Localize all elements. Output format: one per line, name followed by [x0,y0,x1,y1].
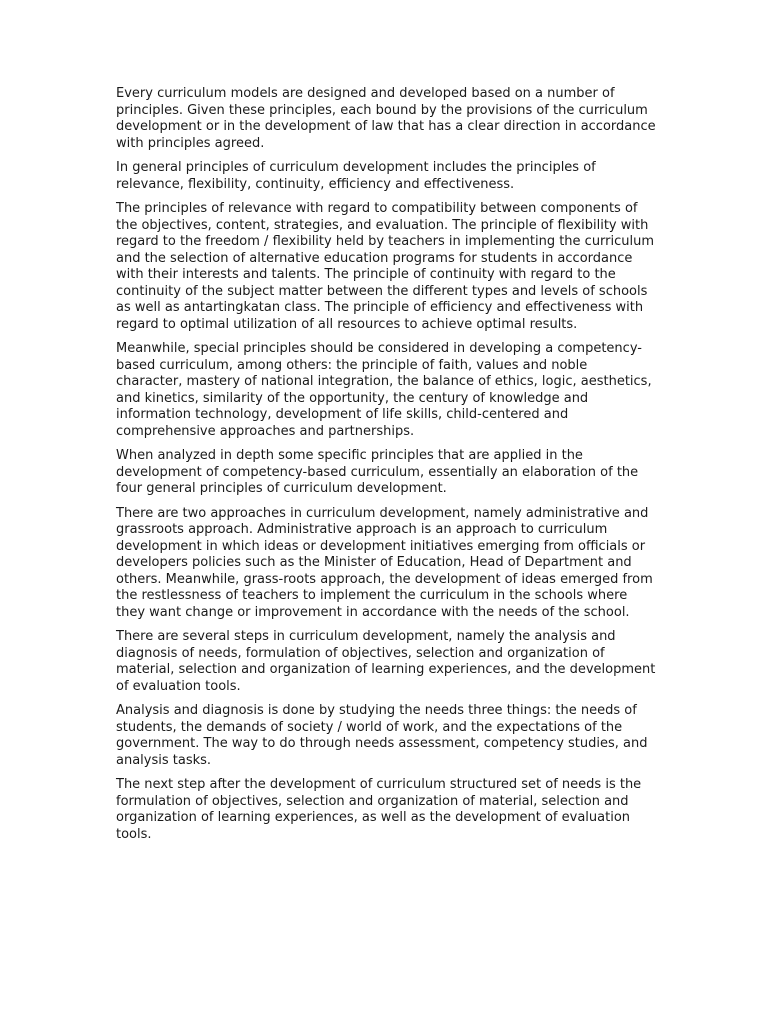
document-page [116,86,656,851]
paragraph-1: Every curriculum models are designed and developed based on a number of principles. Given these principles, each bound by the provisions of the curriculum development or in the development of law that has a clear direction in accordance with principles agreed. [116,86,656,151]
paragraph-4: Meanwhile, special principles should be considered in developing a competency-based curriculum, among others: the principle of faith, values and noble character, mastery of national integration, the balance of ethics, logic, aesthetics, and kinetics, similarity of the opportunity, the century of knowledge and information technology, development of life skills, child-centered and comprehensive approaches and partnerships. [116,341,652,439]
paragraph-2: In general principles of curriculum development includes the principles of relevance, flexibility, continuity, efficiency and effectiveness. [116,160,596,192]
paragraph-7: There are several steps in curriculum development, namely the analysis and diagnosis of needs, formulation of objectives, selection and organization of material, selection and organization of learning experiences, and the development of evaluation tools. [116,629,656,694]
paragraph-3: The principles of relevance with regard to compatibility between components of the objectives, content, strategies, and evaluation. The principle of flexibility with regard to the freedom / flexibility held by teachers in implementing the curriculum and the selection of alternative education programs for students in accordance with their interests and talents. The principle of continuity with regard to the continuity of the subject matter between the different types and levels of schools as well as antartingkatan class. The principle of efficiency and effectiveness with regard to optimal utilization of all resources to achieve optimal results. [116,201,655,332]
paragraph-8: Analysis and diagnosis is done by studying the needs three things: the needs of students, the demands of society / world of work, and the expectations of the government. The way to do through needs assessment, competency studies, and analysis tasks. [116,703,648,768]
paragraph-6: There are two approaches in curriculum development, namely administrative and grassroots approach. Administrative approach is an approach to curriculum development in which ideas or development initiatives emerging from officials or developers policies such as the Minister of Education, Head of Department and others. Meanwhile, grass-roots approach, the development of ideas emerged from the restlessness of teachers to implement the curriculum in the schools where they want change or improvement in accordance with the needs of the school. [116,505,653,620]
paragraph-5: When analyzed in depth some specific principles that are applied in the development of competency-based curriculum, essentially an elaboration of the four general principles of curriculum development. [116,448,639,496]
paragraph-9: The next step after the development of curriculum structured set of needs is the formulation of objectives, selection and organization of material, selection and organization of learning experiences, as well as the development of evaluation tools. [116,777,642,842]
